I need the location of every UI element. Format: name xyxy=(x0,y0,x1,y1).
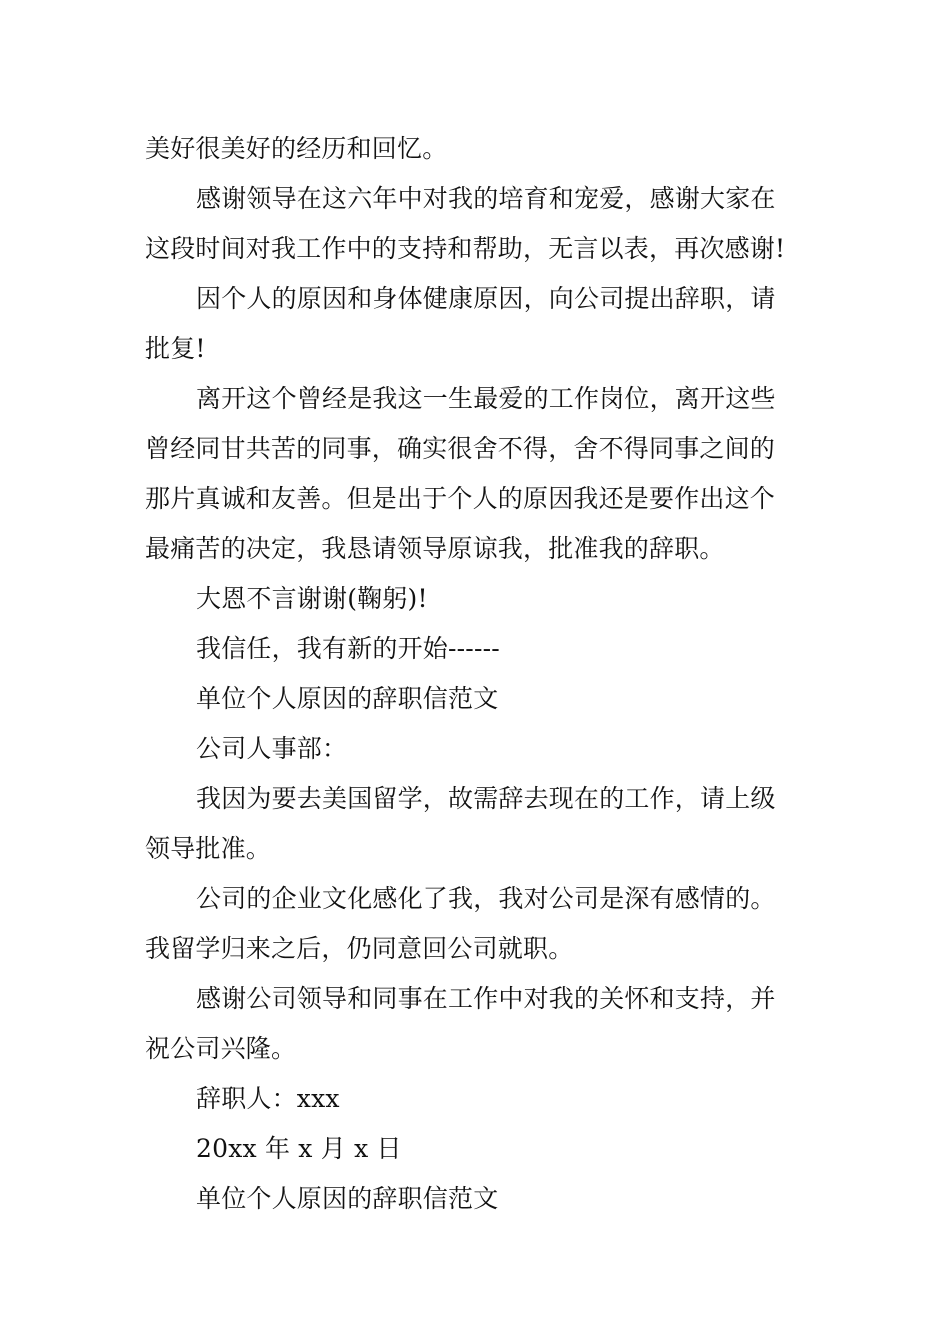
text-line: 我留学归来之后，仍同意回公司就职。 xyxy=(145,934,574,963)
signature-line: 辞职人：xxx xyxy=(196,1084,340,1113)
text-line: 这段时间对我工作中的支持和帮助，无言以表，再次感谢! xyxy=(145,234,786,263)
text-line: 那片真诚和友善。但是出于个人的原因我还是要作出这个 xyxy=(145,484,776,513)
text-line: 我信任，我有新的开始------ xyxy=(196,634,500,663)
section-title: 单位个人原因的辞职信范文 xyxy=(196,684,499,713)
salutation: 公司人事部： xyxy=(196,734,348,763)
date-line: 20xx 年 x 月 x 日 xyxy=(196,1134,402,1163)
text-line: 最痛苦的决定，我恳请领导原谅我，批准我的辞职。 xyxy=(145,534,725,563)
text-line: 因个人的原因和身体健康原因，向公司提出辞职，请 xyxy=(196,284,776,313)
text-line: 我因为要去美国留学，故需辞去现在的工作，请上级 xyxy=(196,784,776,813)
text-line: 公司的企业文化感化了我，我对公司是深有感情的。 xyxy=(196,884,776,913)
text-line: 祝公司兴隆。 xyxy=(145,1034,297,1063)
text-line: 曾经同甘共苦的同事，确实很舍不得，舍不得同事之间的 xyxy=(145,434,776,463)
section-title: 单位个人原因的辞职信范文 xyxy=(196,1184,499,1213)
text-line: 离开这个曾经是我这一生最爱的工作岗位，离开这些 xyxy=(196,384,776,413)
text-line: 感谢领导在这六年中对我的培育和宠爱，感谢大家在 xyxy=(196,184,776,213)
text-line: 美好很美好的经历和回忆。 xyxy=(145,134,448,163)
text-line: 批复! xyxy=(145,334,206,363)
text-line: 领导批准。 xyxy=(145,834,272,863)
text-line: 大恩不言谢谢(鞠躬)! xyxy=(196,584,428,613)
text-line: 感谢公司领导和同事在工作中对我的关怀和支持，并 xyxy=(196,984,776,1013)
